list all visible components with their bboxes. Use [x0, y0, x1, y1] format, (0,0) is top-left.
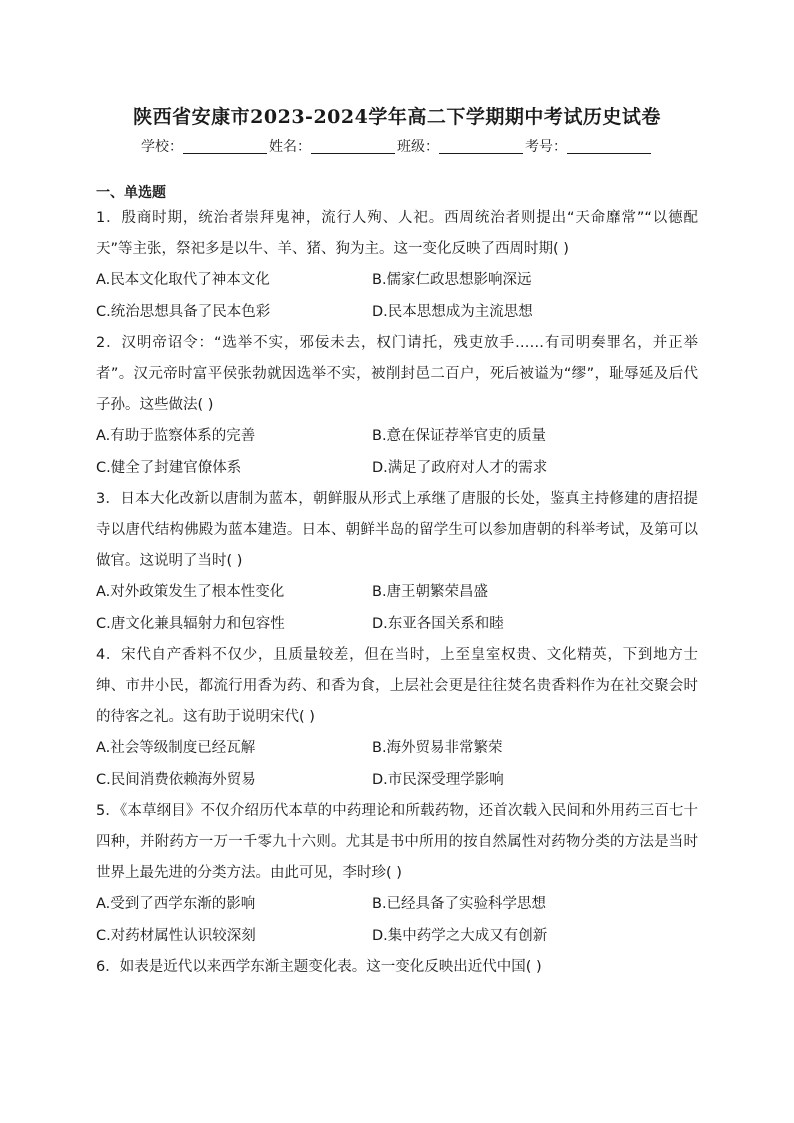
question-6: [96, 952, 698, 983]
option-a: A.受到了西学东渐的影响: [96, 896, 256, 913]
school-blank: [183, 139, 267, 154]
option-c: C.对药材属性认识较深刻: [96, 927, 256, 944]
question-stem: 1．殷商时期，统治者崇拜鬼神，流行人殉、人祀。西周统治者则提出“天命靡常”“以德配天”等主张，祭祀多是以牛、羊、猪、狗为主。这一变化反映了西周时期( ): [96, 210, 698, 258]
class-blank: [439, 139, 523, 154]
option-b: B.已经具备了实验科学思想: [372, 896, 547, 913]
class-label: 班级：: [397, 139, 439, 155]
section-title: 一、单选题: [96, 185, 166, 201]
option-b: B.儒家仁政思想影响深远: [372, 272, 532, 289]
option-b: B.意在保证荐举官吏的质量: [372, 428, 547, 445]
option-a: A.有助于监察体系的完善: [96, 428, 256, 445]
exam-title: 陕西省安康市2023-2024学年高二下学期期中考试历史试卷: [133, 106, 661, 128]
question-stem: 2．汉明帝诏令：“选举不实，邪佞未去，权门请托，残吏放手……有司明奏罪名，并正举者”。汉元帝时富平侯张勃就因选举不实，被削封邑二百户，死后被谥为“缪”，耻辱延及后代子孙。这些做法( ): [96, 334, 698, 414]
exam-number-label: 考号：: [525, 139, 567, 155]
question-5: [96, 796, 698, 952]
option-list: [96, 265, 698, 327]
option-b: B.唐王朝繁荣昌盛: [372, 584, 489, 601]
question-stem: 4．宋代自产香料不仅少，且质量较差，但在当时，上至皇室权贵、文化精英，下到地方士绅、市井小民，都流行用香为药、和香为食，上层社会更是往往焚名贵香料作为在社交聚会时的待客之礼。这有助于说明宋代( ): [96, 646, 698, 726]
option-d: D.满足了政府对人才的需求: [372, 459, 548, 476]
option-a: A.对外政策发生了根本性变化: [96, 584, 285, 601]
option-c: C.民间消费依赖海外贸易: [96, 771, 256, 788]
student-info-line: [0, 136, 794, 156]
option-list: [96, 577, 698, 639]
option-d: D.东亚各国关系和睦: [372, 615, 504, 632]
option-list: [96, 733, 698, 795]
question-1: [96, 203, 698, 328]
school-label: 学校：: [141, 139, 183, 155]
option-a: A.社会等级制度已经瓦解: [96, 740, 256, 757]
question-stem: 3．日本大化改新以唐制为蓝本，朝鲜服从形式上承继了唐服的长处，鉴真主持修建的唐招提寺以唐代结构佛殿为蓝本建造。日本、朝鲜半岛的留学生可以参加唐朝的科举考试，及第可以做官。这说明了当时( ): [96, 490, 698, 570]
option-d: D.市民深受理学影响: [372, 771, 504, 788]
name-blank: [311, 139, 395, 154]
option-list: [96, 421, 698, 483]
option-b: B.海外贸易非常繁荣: [372, 740, 503, 757]
question-stem: 5．《本草纲目》不仅介绍历代本草的中药理论和所载药物，还首次载入民间和外用药三百七十四种，并附药方一万一千零九十六则。尤其是书中所用的按自然属性对药物分类的方法是当时世界上最先进的分类方法。由此可见，李时珍( ): [96, 802, 698, 882]
option-c: C.统治思想具备了民本色彩: [96, 303, 271, 320]
name-label: 姓名：: [269, 139, 311, 155]
question-list: [96, 203, 698, 983]
option-list: [96, 889, 698, 951]
option-c: C.唐文化兼具辐射力和包容性: [96, 615, 285, 632]
option-c: C.健全了封建官僚体系: [96, 459, 242, 476]
option-d: D.集中药学之大成又有创新: [372, 927, 548, 944]
question-stem: 6．如表是近代以来西学东渐主题变化表。这一变化反映出近代中国( ): [96, 958, 542, 975]
option-a: A.民本文化取代了神本文化: [96, 272, 270, 289]
question-3: [96, 484, 698, 640]
question-4: [96, 640, 698, 796]
option-d: D.民本思想成为主流思想: [372, 303, 533, 320]
question-2: [96, 328, 698, 484]
exam-number-blank: [567, 139, 651, 154]
